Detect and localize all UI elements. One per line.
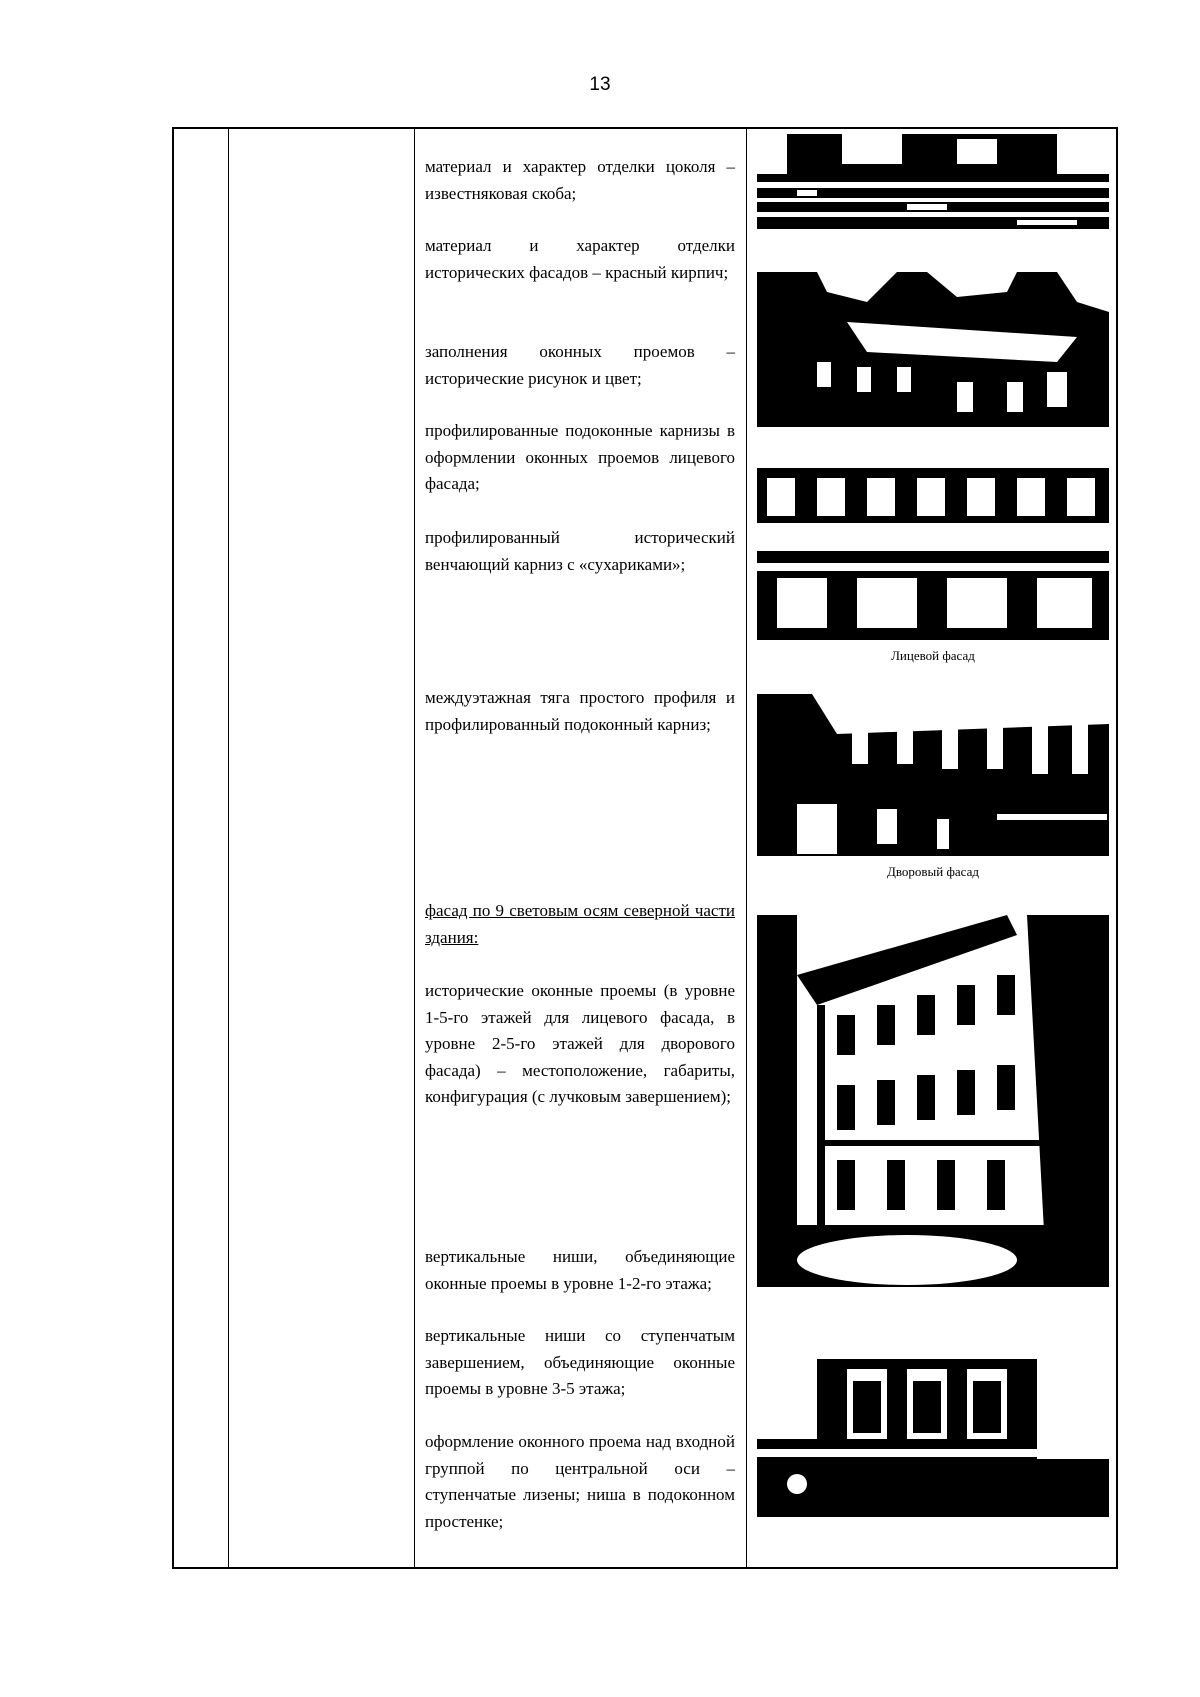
photo-entrance-window <box>757 1329 1109 1517</box>
paragraph-belt-course: междуэтажная тяга простого профиля и профилированный подоконный карниз; <box>425 688 735 734</box>
paragraph-vertical-niches-3-5: вертикальные ниши со ступенчатым завершением, объединяющие оконные проемы в уровне 3-5 этажа; <box>425 1326 735 1398</box>
column-divider <box>746 129 747 1567</box>
paragraph-vertical-niches-1-2: вертикальные ниши, объединяющие оконные проемы в уровне 1-2-го этажа; <box>425 1247 735 1293</box>
photo-front-facade-tree <box>757 272 1109 427</box>
column-divider <box>228 129 229 1567</box>
caption-front-facade: Лицевой фасад <box>891 648 975 663</box>
paragraph-crowning-cornice: профилированный исторический венчающий карниз с «сухариками»; <box>425 528 735 574</box>
column-divider <box>414 129 415 1567</box>
paragraph-sill-cornices: профилированные подоконные карнизы в оформлении оконных проемов лицевого фасада; <box>425 421 735 493</box>
photo-plinth-detail <box>757 134 1109 229</box>
photo-front-facade-cornice <box>757 468 1109 640</box>
page-number: 13 <box>589 74 611 95</box>
paragraph-window-openings: исторические оконные проемы (в уровне 1-5-го этажей для лицевого фасада, в уровне 2-5-го этажей для дворового фасада) – местоположение, габариты, конфигурация (с лучковым завершением); <box>425 981 735 1106</box>
paragraph-north-facade-heading: фасад по 9 световым осям северной части здания: <box>425 901 735 947</box>
caption-courtyard-facade: Дворовый фасад <box>886 864 979 879</box>
paragraph-window-fill: заполнения оконных проемов – исторические рисунок и цвет; <box>425 342 735 388</box>
paragraph-facade-material: материал и характер отделки исторических фасадов – красный кирпич; <box>425 236 735 282</box>
paragraph-entrance-window: оформление оконного проема над входной группой по центральной оси – ступенчатые лизены; ниша в подоконном простенке; <box>425 1432 735 1531</box>
paragraph-plinth: материал и характер отделки цоколя – известняковая скоба; <box>425 157 735 203</box>
photo-north-facade <box>757 915 1109 1287</box>
photo-courtyard-facade <box>757 694 1109 856</box>
